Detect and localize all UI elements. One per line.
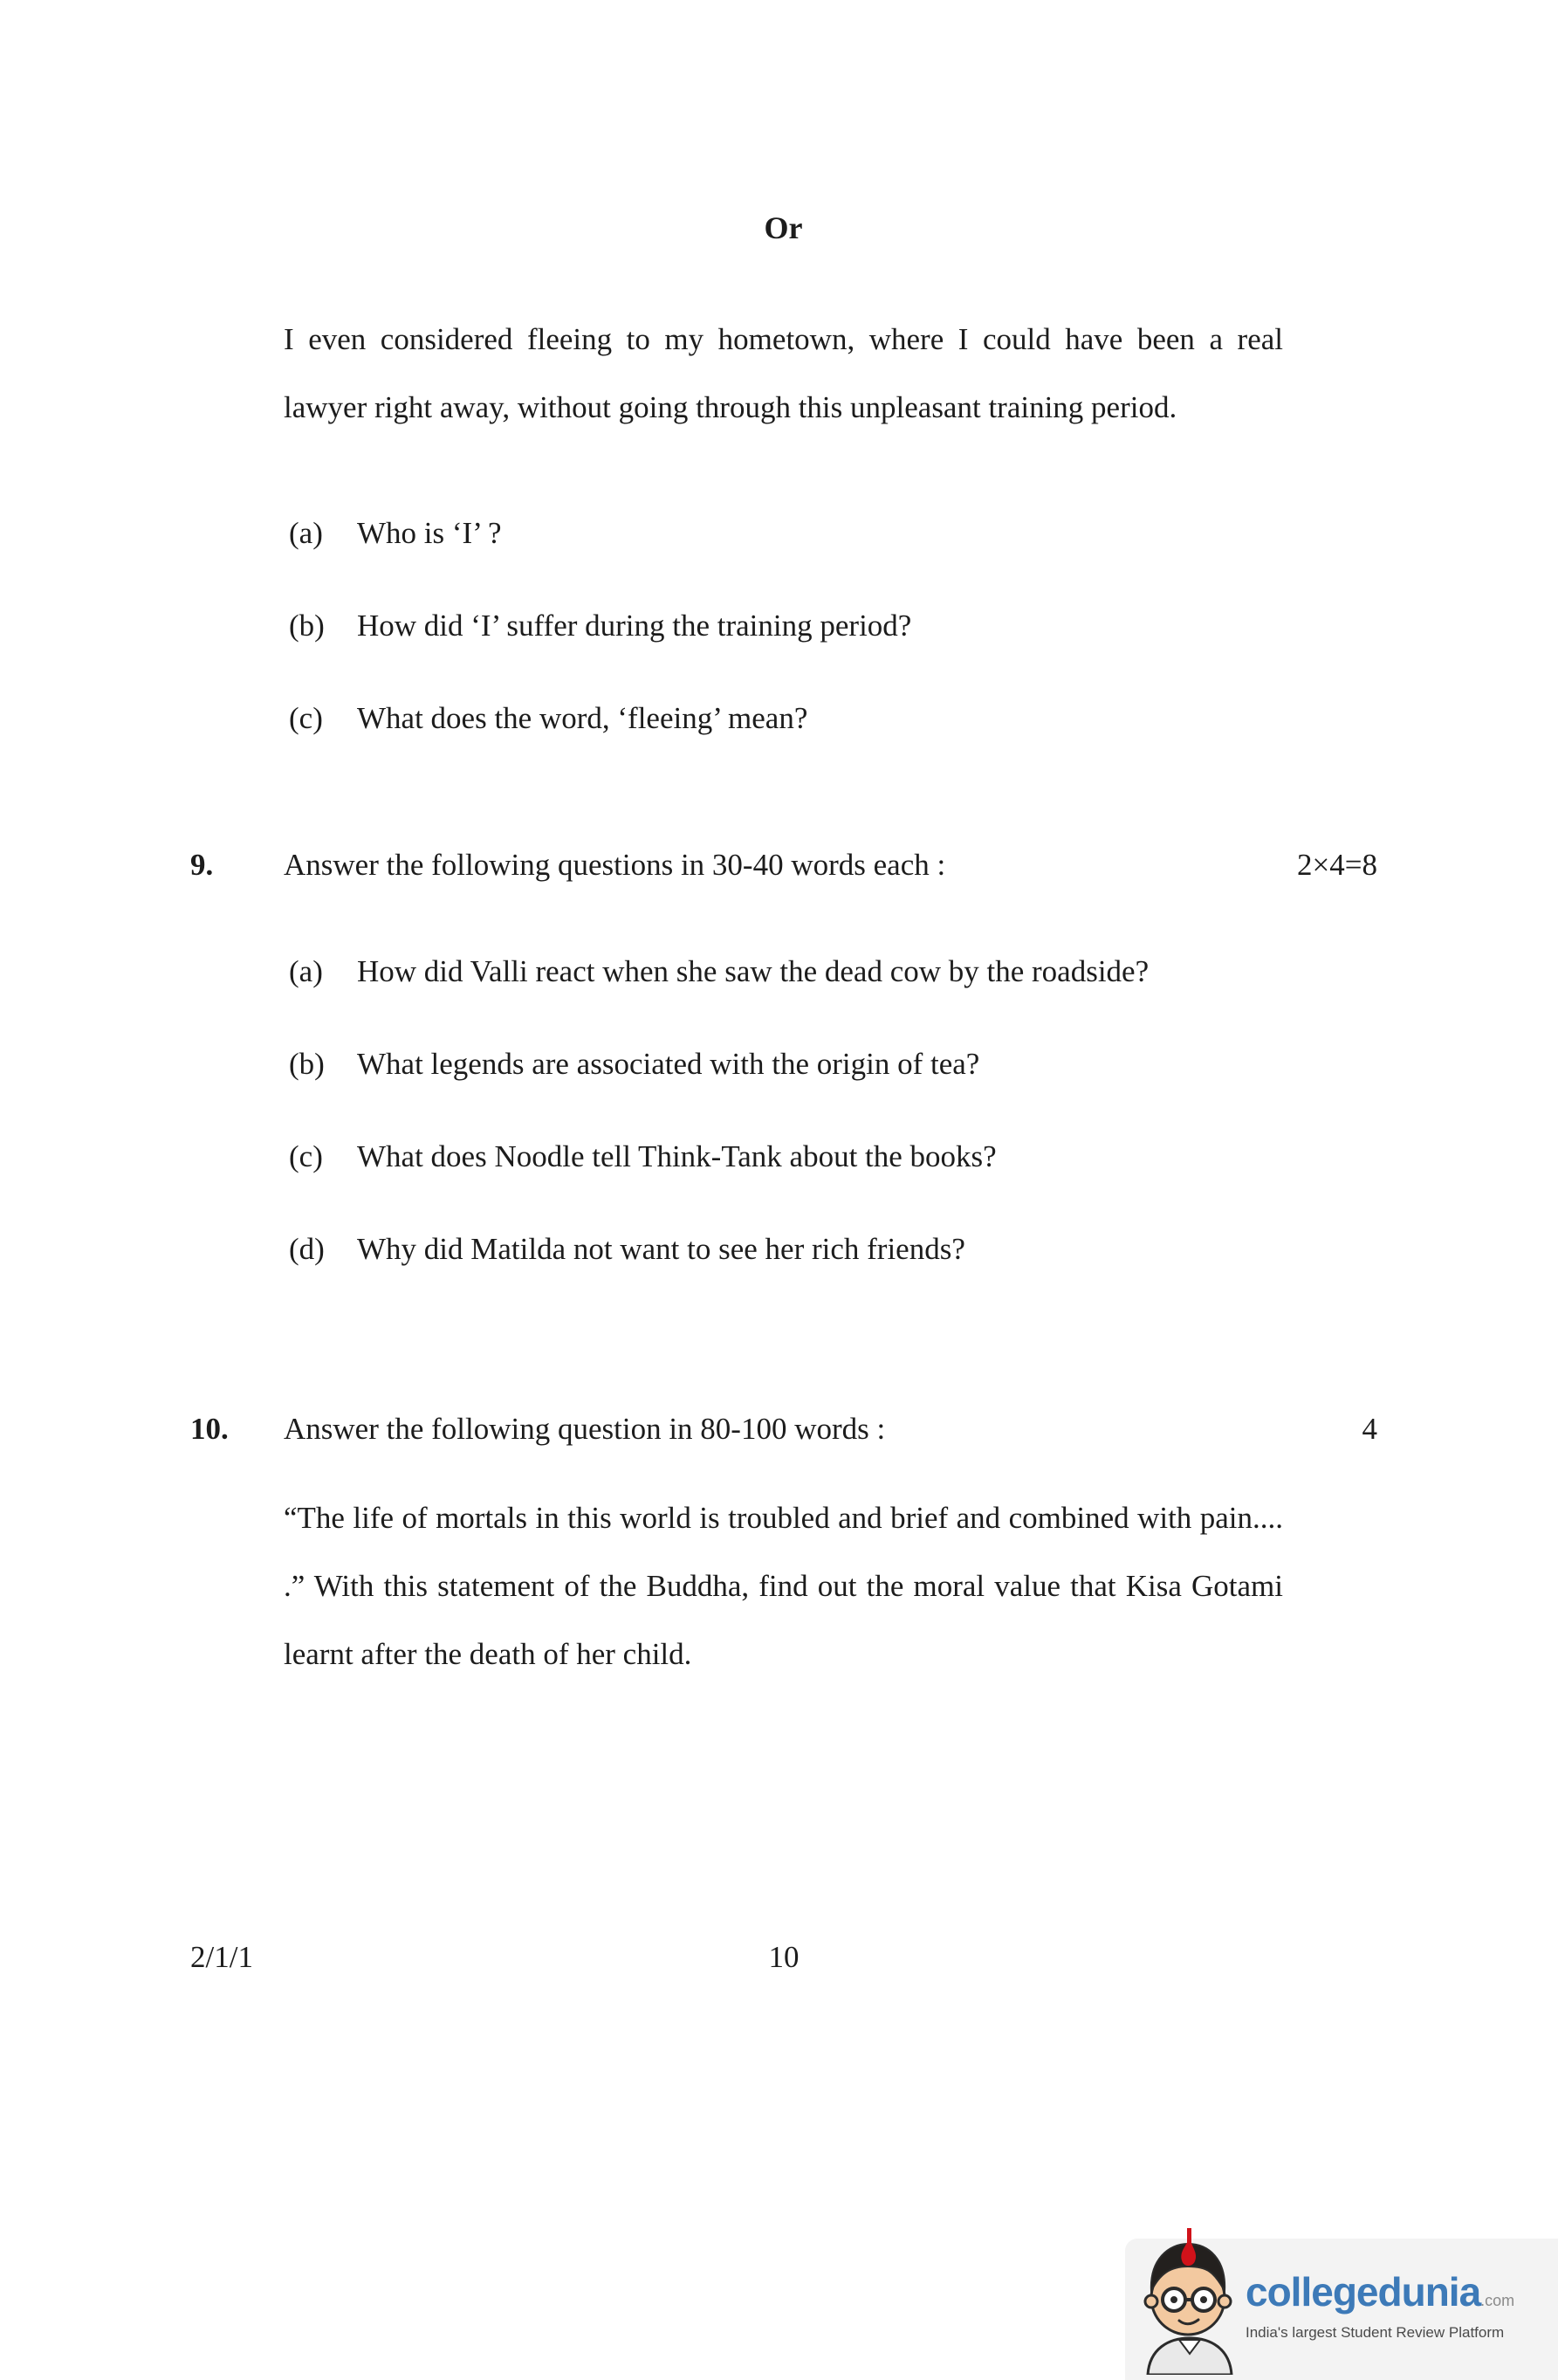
page-number: 10 <box>768 1940 800 1974</box>
sub-question <box>289 597 1377 655</box>
brand-suffix: .com <box>1480 2292 1515 2309</box>
question-marks: 4 <box>1362 1412 1377 1446</box>
question-number: 10. <box>190 1412 229 1446</box>
sub-question <box>289 690 1377 747</box>
collegedunia-logo <box>1246 2268 1514 2342</box>
collegedunia-branding <box>1125 2239 1558 2380</box>
question-9-sub-questions <box>289 943 1377 1278</box>
sub-question-label: (a) <box>289 516 323 550</box>
collegedunia-mascot-icon <box>1137 2218 1242 2375</box>
question-text: Answer the following question in 80-100 words : <box>284 1412 886 1446</box>
sub-question-label: (a) <box>289 954 323 988</box>
sub-question-text: What does the word, ‘fleeing’ mean? <box>357 701 808 735</box>
sub-question-label: (c) <box>289 701 323 735</box>
question-10 <box>190 1409 1377 1449</box>
brand-name: collegedunia <box>1246 2269 1481 2315</box>
sub-question-text: Why did Matilda not want to see her rich friends? <box>357 1232 965 1266</box>
paper-code: 2/1/1 <box>190 1940 253 1974</box>
sub-question-text: Who is ‘I’ ? <box>357 516 502 550</box>
intro-paragraph: I even considered fleeing to my hometown, where I could have been a real lawyer right away, without going through this unpleasant training period. <box>284 322 1283 424</box>
sub-question-label: (d) <box>289 1232 325 1266</box>
sub-question <box>289 1221 1377 1278</box>
sub-question-text: What legends are associated with the origin of tea? <box>357 1047 980 1081</box>
question-10-body: “The life of mortals in this world is troubled and brief and combined with pain.... .” With this statement of the Buddha, find out the moral value that Kisa Gotami learnt after the death of her child. <box>284 1501 1283 1671</box>
sub-question <box>289 505 1377 562</box>
question-text: Answer the following questions in 30-40 words each : <box>284 848 946 882</box>
sub-question <box>289 943 1377 1001</box>
question-number: 9. <box>190 848 214 882</box>
question-marks: 2×4=8 <box>1297 848 1377 882</box>
or-heading: Or <box>764 210 803 245</box>
sub-question-label: (b) <box>289 1047 325 1081</box>
sub-question-label: (b) <box>289 609 325 643</box>
brand-tagline: India's largest Student Review Platform <box>1246 2324 1505 2341</box>
question-9 <box>190 845 1377 885</box>
sub-question-text: What does Noodle tell Think-Tank about the books? <box>357 1139 997 1173</box>
page-content <box>190 210 1377 1689</box>
sub-question-text: How did ‘I’ suffer during the training period? <box>357 609 912 643</box>
sub-question <box>289 1128 1377 1186</box>
or-sub-questions <box>289 505 1377 747</box>
sub-question <box>289 1035 1377 1093</box>
sub-question-label: (c) <box>289 1139 323 1173</box>
sub-question-text: How did Valli react when she saw the dead cow by the roadside? <box>357 954 1150 988</box>
